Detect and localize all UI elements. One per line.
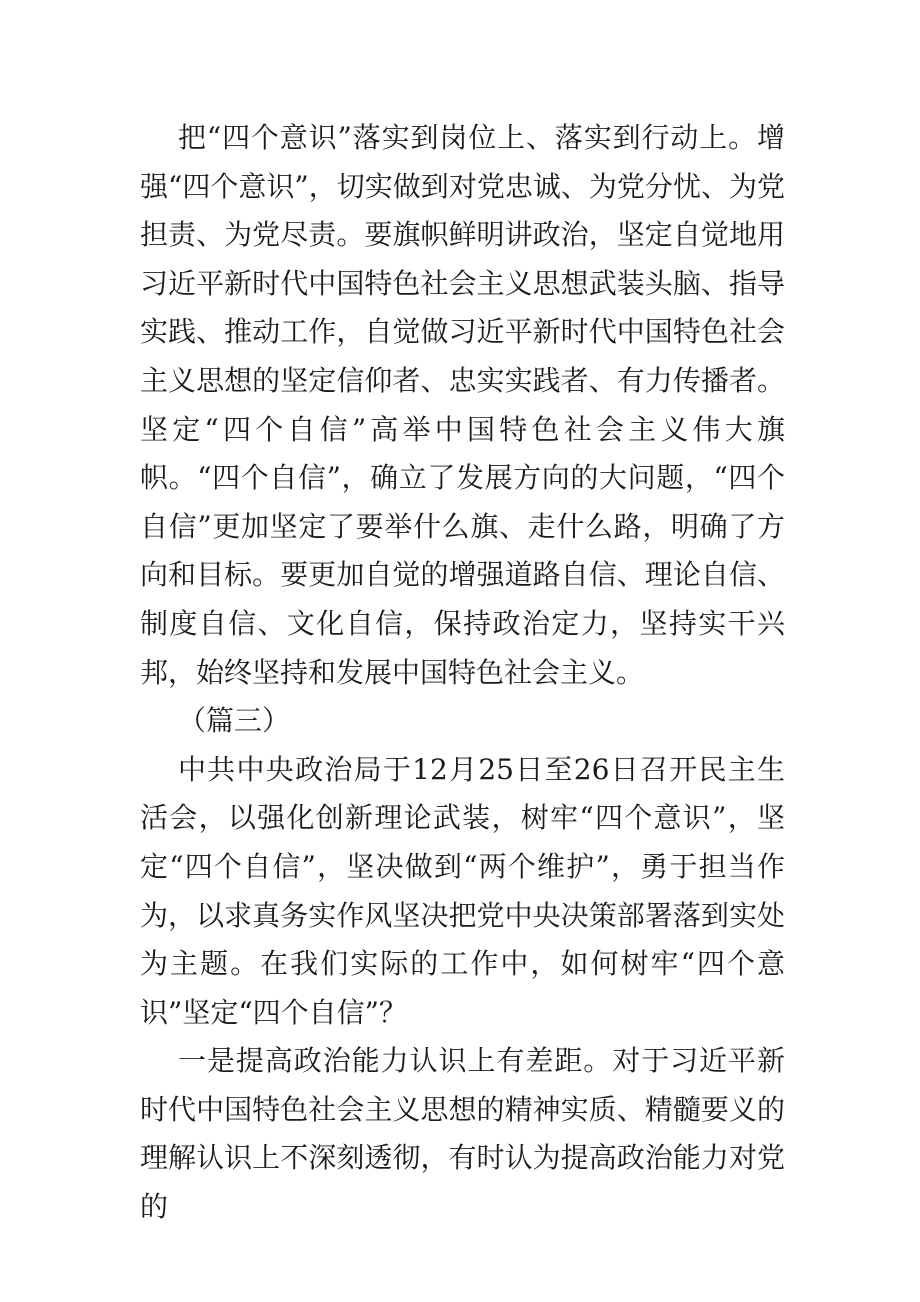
body-paragraph: 一是提高政治能力认识上有差距。对于习近平新时代中国特色社会主义思想的精神实质、精髓要义的理解认识上不深刻透彻，有时认为提高政治能力对党的: [140, 1044, 785, 1224]
body-paragraph: 中共中央政治局于12月25日至26日召开民主生活会，以强化创新理论武装，树牢“四个意识”，坚定“四个自信”，坚决做到“两个维护”，勇于担当作为，以求真务实作风坚决把党中央决策部署落到实处为主题。在我们实际的工作中，如何树牢“四个意识”坚定“四个自信”？: [140, 752, 785, 1029]
document-page: [140, 114, 785, 1232]
body-paragraph: 把“四个意识”落实到岗位上、落实到行动上。增强“四个意识”，切实做到对党忠诚、为党分忧、为党担责、为党尽责。要旗帜鲜明讲政治，坚定自觉地用习近平新时代中国特色社会主义思想武装头脑、指导实践、推动工作，自觉做习近平新时代中国特色社会主义思想的坚定信仰者、忠实实践者、有力传播者。坚定“四个自信”高举中国特色社会主义伟大旗帜。“四个自信”，确立了发展方向的大问题，“四个自信”更加坚定了要举什么旗、走什么路，明确了方向和目标。要更加自觉的增强道路自信、理论自信、制度自信、文化自信，保持政治定力，坚持实干兴邦，始终坚持和发展中国特色社会主义。: [140, 121, 785, 689]
section-heading: （篇三）: [178, 704, 291, 738]
